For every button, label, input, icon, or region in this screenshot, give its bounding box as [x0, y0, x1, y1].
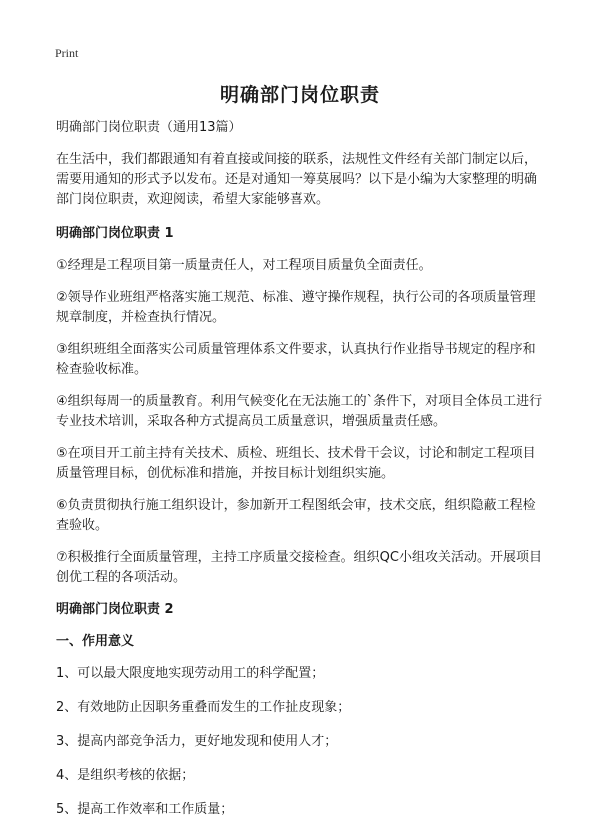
section-2-item: 4、是组织考核的依据；	[56, 768, 195, 783]
section-1-item: ⑥负责贯彻执行施工组织设计，参加新开工程图纸会审，技术交底，组织隐蔽工程检查验收。	[56, 498, 536, 533]
section-1-item: ④组织每周一的质量教育。利用气候变化在无法施工的`条件下，对项目全体员工进行专业技术培训，采取各种方式提高员工质量意识，增强质量责任感。	[56, 394, 543, 429]
section-2-subheading: 一、作用意义	[56, 634, 135, 649]
document-subtitle: 明确部门岗位职责（通用13篇）	[56, 120, 242, 135]
document-body	[56, 118, 546, 834]
section-1-item: ③组织班组全面落实公司质量管理体系文件要求，认真执行作业指导书规定的程序和检查验收标准。	[56, 342, 536, 377]
section-2-item: 5、提高工作效率和工作质量；	[56, 802, 234, 817]
section-1-item: ⑤在项目开工前主持有关技术、质检、班组长、技术骨干会议，讨论和制定工程项目质量管理目标，创优标准和措施，并按目标计划组织实施。	[56, 446, 536, 481]
section-2-item: 3、提高内部竞争活力，更好地发现和使用人才；	[56, 734, 338, 749]
section-2-heading: 明确部门岗位职责 2	[56, 602, 174, 617]
print-label: Print	[55, 46, 79, 60]
document-title: 明确部门岗位职责	[219, 84, 380, 106]
section-1-item: ⑦积极推行全面质量管理，主持工序质量交接检查。组织QC小组攻关活动。开展项目创优工程的各项活动。	[56, 550, 542, 585]
intro-paragraph: 在生活中，我们都跟通知有着直接或间接的联系，法规性文件经有关部门制定以后，需要用通知的形式予以发布。还是对通知一筹莫展吗？以下是小编为大家整理的明确部门岗位职责，欢迎阅读，希望大家能够喜欢。	[56, 152, 538, 207]
section-2-item: 1、可以最大限度地实现劳动用工的科学配置；	[56, 666, 325, 681]
section-1-item: ②领导作业班组严格落实施工规范、标准、遵守操作规程，执行公司的各项质量管理规章制度，并检查执行情况。	[56, 290, 536, 325]
section-1-heading: 明确部门岗位职责 1	[56, 226, 174, 241]
section-2-item: 2、有效地防止因职务重叠而发生的工作扯皮现象；	[56, 700, 351, 715]
section-1-item: ①经理是工程项目第一质量责任人，对工程项目质量负全面责任。	[56, 258, 432, 273]
